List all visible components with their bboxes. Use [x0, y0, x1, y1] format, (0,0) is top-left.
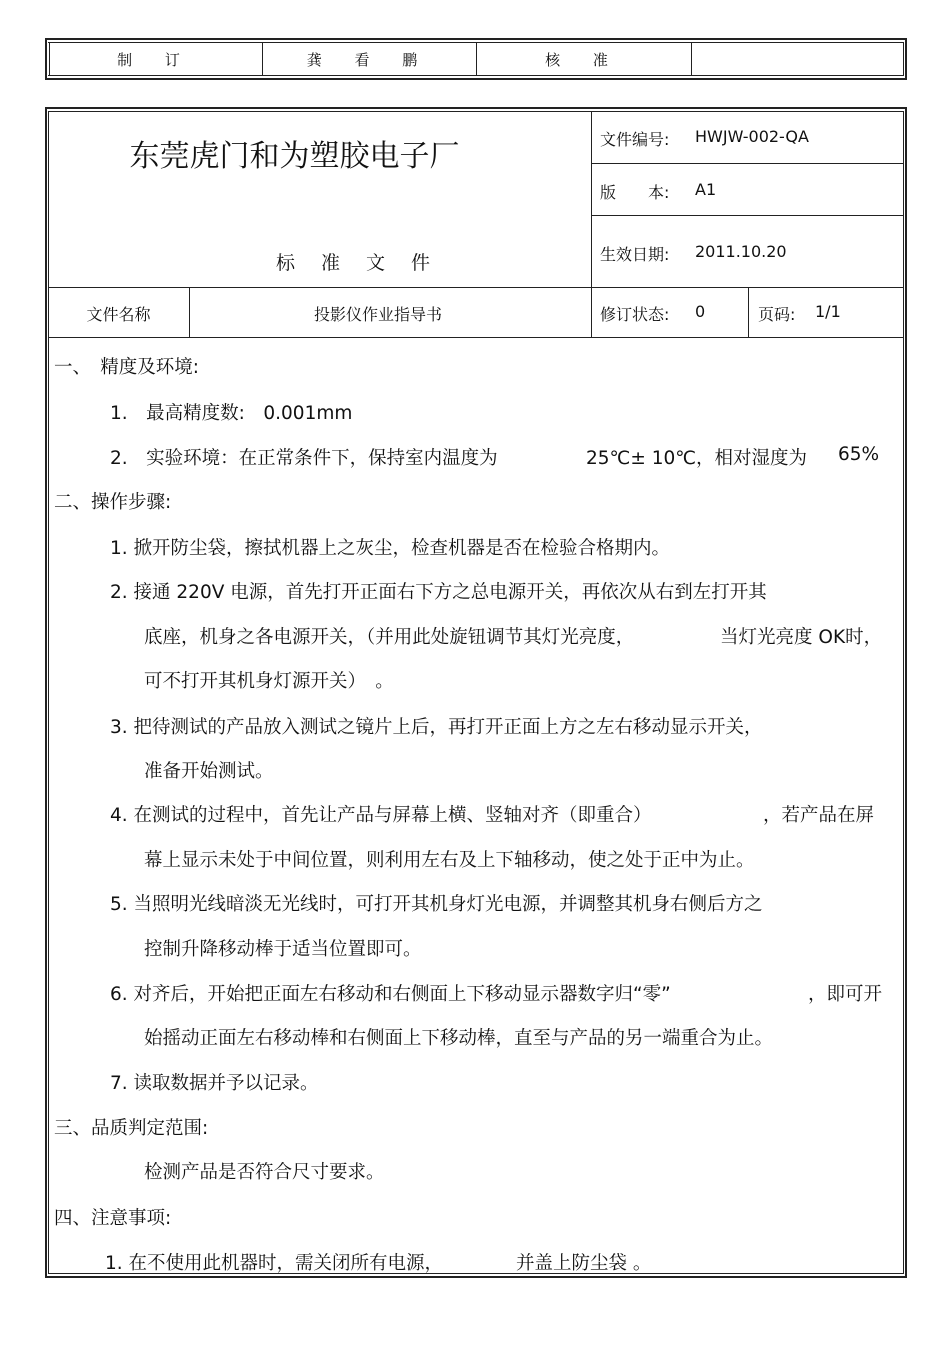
section-4-title: 四、注意事项:	[54, 1208, 172, 1229]
s1-item-2b: 25℃± 10℃，相对湿度为	[586, 448, 808, 469]
s2-item-4b: ，若产品在屏	[763, 805, 875, 826]
s2-item-3b: 准备开始测试。	[144, 761, 274, 782]
revise-label: 制 订	[117, 50, 194, 69]
company-name: 东莞虎门和为塑胶电子厂	[129, 139, 460, 174]
revision-label: 修订状态:	[600, 305, 670, 324]
s1-item-2a: 2. 实验环境：在正常条件下，保持室内温度为	[110, 448, 498, 469]
s2-item-5b: 控制升降移动棒于适当位置即可。	[144, 939, 422, 960]
s2-item-2c: 当灯光亮度 OK时，	[720, 627, 883, 648]
s2-item-1: 1. 掀开防尘袋，擦拭机器上之灰尘，检查机器是否在检验合格期内。	[110, 538, 671, 559]
effective-date-label: 生效日期:	[600, 245, 670, 264]
page-value: 1/1	[815, 302, 841, 321]
section-3-title: 三、品质判定范围:	[54, 1118, 209, 1139]
s4-item-1b: 并盖上防尘袋 。	[516, 1253, 652, 1274]
effective-date-value: 2011.10.20	[695, 242, 787, 261]
s2-item-2a: 2. 接通 220V 电源，首先打开正面右下方之总电源开关，再依次从右到左打开其	[110, 582, 767, 603]
s4-item-1a: 1. 在不使用此机器时，需关闭所有电源，	[105, 1253, 444, 1274]
approve-name	[691, 40, 903, 78]
page-label: 页码:	[758, 305, 796, 324]
section-2-title: 二、操作步骤:	[54, 492, 172, 513]
version-value: A1	[695, 180, 717, 199]
s1-item-2c: 65%	[838, 444, 880, 465]
s2-item-7: 7. 读取数据并予以记录。	[110, 1073, 319, 1094]
doc-no-value: HWJW-002-QA	[695, 127, 809, 146]
doc-name-value: 投影仪作业指导书	[313, 305, 442, 324]
doc-type: 标 准 文 件	[275, 252, 441, 274]
s1-item-1: 1. 最高精度数: 0.001mm	[110, 403, 353, 424]
approve-label: 核 准	[545, 50, 622, 69]
s2-item-2d: 可不打开其机身灯源开关） 。	[144, 671, 394, 692]
s2-item-2b: 底座，机身之各电源开关，（并用此处旋钮调节其灯光亮度，	[144, 627, 635, 648]
s3-item-1: 检测产品是否符合尺寸要求。	[144, 1162, 385, 1183]
s2-item-3a: 3. 把待测试的产品放入测试之镜片上后，再打开正面上方之左右移动显示开关，	[110, 717, 763, 738]
s2-item-6b: ，即可开	[808, 984, 883, 1005]
section-1-title: 一、 精度及环境:	[54, 357, 199, 378]
s2-item-6c: 始摇动正面左右移动棒和右侧面上下移动棒，直至与产品的另一端重合为止。	[144, 1028, 774, 1049]
s2-item-6a: 6. 对齐后，开始把正面左右移动和右侧面上下移动显示器数字归“零”	[110, 984, 671, 1005]
s2-item-4a: 4. 在测试的过程中，首先让产品与屏幕上横、竖轴对齐（即重合）	[110, 805, 652, 826]
revise-name: 龚 看 鹏	[306, 50, 432, 69]
doc-name-label: 文件名称	[86, 305, 151, 324]
s2-item-4c: 幕上显示未处于中间位置，则利用左右及上下轴移动，使之处于正中为止。	[144, 850, 755, 871]
doc-no-label: 文件编号:	[600, 130, 670, 149]
s2-item-5a: 5. 当照明光线暗淡无光线时，可打开其机身灯光电源，并调整其机身右侧后方之	[110, 894, 763, 915]
version-label: 版 本:	[600, 183, 670, 202]
revision-value: 0	[695, 302, 706, 321]
